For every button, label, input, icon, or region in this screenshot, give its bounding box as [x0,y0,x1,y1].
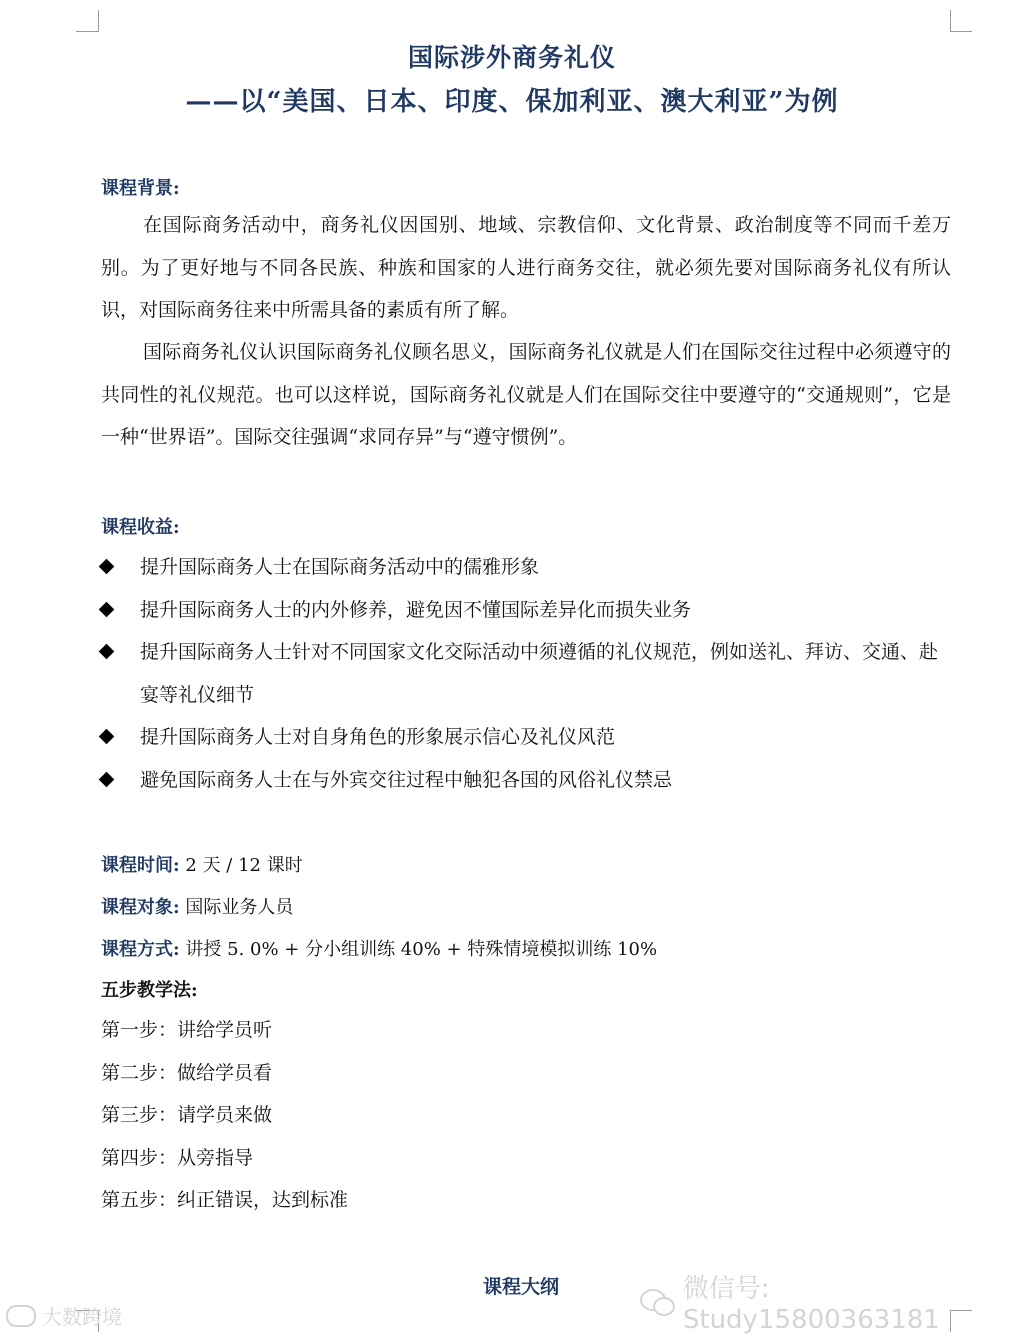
outline-heading: 课程大纲 [483,1276,560,1298]
steps-list [101,1009,348,1222]
step-item: 第四步：从旁指导 [101,1146,254,1169]
diamond-bullet-icon [99,601,115,617]
diamond-bullet-icon [99,729,115,745]
steps-heading: 五步教学法: [101,980,198,1001]
step-item: 第五步：纠正错误，达到标准 [101,1189,349,1211]
benefit-item: 提升国际商务人士在国际商务活动中的儒雅形象 [101,546,951,589]
benefit-item: 提升国际商务人士针对不同国家文化交际活动中须遵循的礼仪规范，例如送礼、拜访、交通、赴宴等礼仪细节 [101,631,951,716]
course-method [101,935,657,961]
background-paragraph-1: 在国际商务活动中，商务礼仪因国别、地域、宗教信仰、文化背景、政治制度等不同而千差万别。为了更好地与不同各民族、种族和国家的人进行商务交往，就必须先要对国际商务礼仪有所认识，对国际商务往来中所需具备的素质有所了解。 [101,214,951,321]
benefit-item: 提升国际商务人士对自身角色的形象展示信心及礼仪风范 [101,716,951,759]
document-title: 国际涉外商务礼仪 [407,43,616,72]
brand-watermark [6,1301,122,1330]
course-method-value: 讲授 5. 0% + 分小组训练 40% + 特殊情境模拟训练 10% [185,939,658,960]
course-time [101,851,303,877]
brand-logo-icon [6,1305,36,1327]
course-time-value: 2 天 / 12 课时 [185,855,303,876]
brand-watermark-text: 大数跨境 [42,1305,122,1329]
course-time-label: 课程时间: [101,855,180,876]
wechat-icon [640,1287,675,1317]
course-method-label: 课程方式: [101,939,180,960]
wechat-watermark-text: 微信号: Study15800363181 [682,1274,940,1335]
diamond-bullet-icon [99,771,115,787]
step-item: 第一步：讲给学员听 [101,1019,273,1041]
benefit-item: 避免国际商务人士在与外宾交往过程中触犯各国的风俗礼仪禁忌 [101,759,951,802]
benefit-item: 提升国际商务人士的内外修养，避免因不懂国际差异化而损失业务 [101,589,951,632]
step-item: 第二步：做给学员看 [101,1061,273,1084]
wechat-watermark [640,1268,1024,1335]
background-heading: 课程背景: [101,178,180,199]
diamond-bullet-icon [99,559,115,575]
course-audience-label: 课程对象: [101,897,180,918]
document-subtitle: ——以“美国、日本、印度、保加利亚、澳大利亚”为例 [185,87,839,117]
benefits-list [101,546,951,801]
background-paragraph-2: 国际商务礼仪认识国际商务礼仪顾名思义，国际商务礼仪就是人们在国际交往过程中必须遵守的共同性的礼仪规范。也可以这样说，国际商务礼仪就是人们在国际交往中要遵守的“交通规则”，它是一种“世界语”。国际交往强调“求同存异”与“遵守惯例”。 [101,341,951,448]
benefits-heading: 课程收益: [101,517,180,538]
step-item: 第三步：请学员来做 [101,1104,273,1126]
course-audience-value: 国际业务人员 [185,897,294,918]
diamond-bullet-icon [99,644,115,660]
course-audience [101,893,293,919]
